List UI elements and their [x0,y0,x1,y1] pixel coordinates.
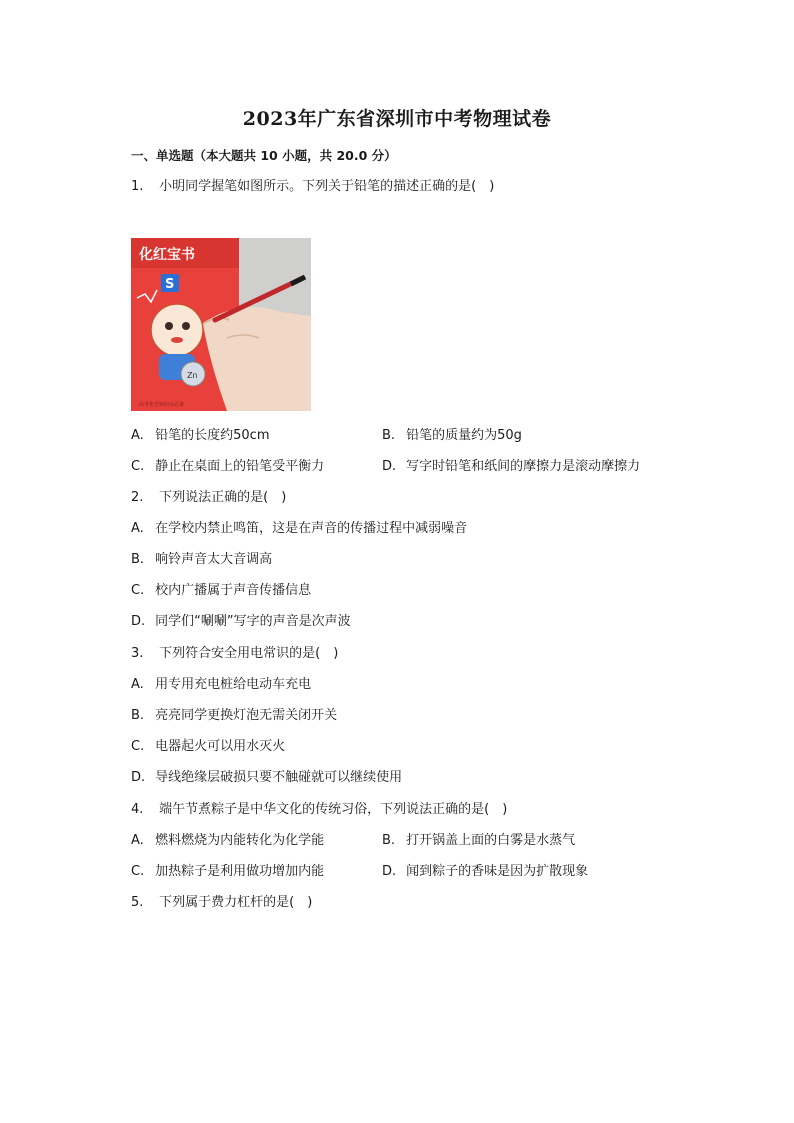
q2-option-a[interactable] [131,520,467,538]
option-letter: B. [382,428,396,443]
badge-s: S [165,277,175,292]
question-stem: 下列说法正确的是( ) [159,490,287,505]
option-text: 校内广播属于声音传播信息 [155,583,312,598]
q3-option-b[interactable] [131,707,337,725]
option-letter: B. [131,552,145,567]
q1-option-d[interactable] [382,458,640,476]
option-letter: C. [131,459,145,474]
question-stem: 端午节煮粽子是中华文化的传统习俗，下列说法正确的是( ) [159,802,508,817]
option-letter: D. [382,864,397,879]
option-text: 亮亮同学更换灯泡无需关闭开关 [155,708,338,723]
question-stem: 下列符合安全用电常识的是( ) [159,646,339,661]
question-3 [131,645,338,663]
option-letter: D. [131,770,146,785]
pencil-photo-illustration [131,238,311,411]
option-text: 燃料燃烧为内能转化为化学能 [155,833,325,848]
exam-title: 2023年广东省深圳市中考物理试卷 [242,108,552,130]
question-number: 3. [131,646,144,661]
section-heading: 一、单选题（本大题共 10 小题，共 20.0 分） [131,148,397,163]
option-text: 响铃声音太大音调高 [155,552,273,567]
question-number: 2. [131,490,144,505]
option-text: 铅笔的长度约50cm [155,428,270,443]
q2-option-b[interactable] [131,551,272,569]
q1-option-c[interactable] [131,458,324,476]
option-letter: A. [131,677,144,692]
option-letter: C. [131,583,145,598]
option-text: 电器起火可以用水灭火 [155,739,286,754]
q1-option-a[interactable] [131,427,270,445]
question-1 [131,178,494,196]
q4-option-d[interactable] [382,863,588,881]
q2-option-c[interactable] [131,582,311,600]
option-letter: A. [131,428,144,443]
option-letter: C. [131,864,145,879]
option-text: 闻到粽子的香味是因为扩散现象 [406,864,589,879]
option-text: 打开锅盖上面的白雾是水蒸气 [406,833,576,848]
q3-option-d[interactable] [131,769,402,787]
option-letter: B. [382,833,396,848]
option-letter: D. [382,459,397,474]
question-number: 4. [131,802,144,817]
book-footer: 高考化学知识点必备 [139,402,185,408]
q3-option-a[interactable] [131,676,311,694]
option-text: 写字时铅笔和纸间的摩擦力是滚动摩擦力 [406,459,641,474]
q2-option-d[interactable] [131,613,351,631]
option-text: 同学们“唰唰”写字的声音是次声波 [155,614,351,629]
question-stem: 下列属于费力杠杆的是( ) [159,895,313,910]
option-letter: D. [131,614,146,629]
q1-option-b[interactable] [382,427,522,445]
element-label: Zn [187,371,198,380]
option-text: 在学校内禁止鸣笛，这是在声音的传播过程中减弱噪音 [155,521,468,536]
book-title: 化红宝书 [139,247,195,263]
option-letter: B. [131,708,145,723]
q4-option-a[interactable] [131,832,324,850]
question-5 [131,894,312,912]
option-text: 加热粽子是利用做功增加内能 [155,864,325,879]
question-number: 1. [131,179,144,194]
option-text: 用专用充电桩给电动车充电 [155,677,312,692]
option-text: 导线绝缘层破损只要不触碰就可以继续使用 [155,770,403,785]
question-number: 5. [131,895,144,910]
option-text: 静止在桌面上的铅笔受平衡力 [155,459,325,474]
question-4 [131,801,507,819]
q4-option-b[interactable] [382,832,575,850]
option-letter: C. [131,739,145,754]
question-2 [131,489,286,507]
q3-option-c[interactable] [131,738,285,756]
q4-option-c[interactable] [131,863,324,881]
pencil-photo [131,238,311,411]
option-text: 铅笔的质量约为50g [406,428,522,443]
option-letter: A. [131,521,144,536]
question-stem: 小明同学握笔如图所示。下列关于铅笔的描述正确的是( ) [159,179,495,194]
option-letter: A. [131,833,144,848]
